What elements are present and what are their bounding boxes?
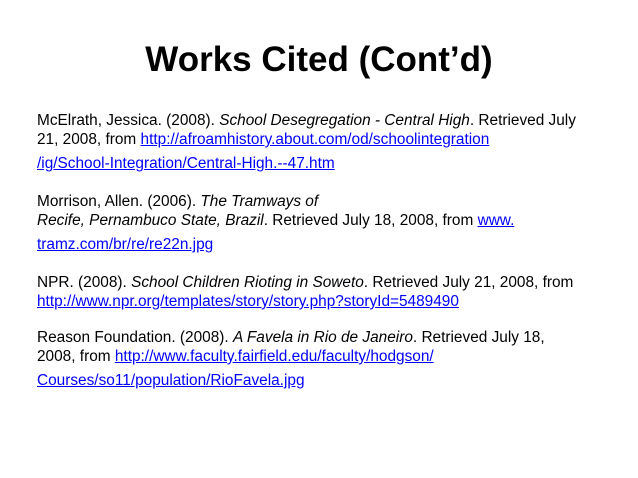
- reference-line: [37, 150, 607, 177]
- reference-line: [37, 292, 607, 311]
- reference-url-link[interactable]: /ig/School-Integration/Central-High.--47.htm: [37, 155, 335, 172]
- reference-author-date: Reason Foundation. (2008).: [37, 329, 233, 346]
- reference-author-date: NPR. (2008).: [37, 274, 132, 291]
- reference-url-link[interactable]: http://afroamhistory.about.com/od/schoolintegration: [140, 131, 490, 148]
- reference-retrieved-text: . Retrieved July: [469, 112, 576, 129]
- reference-line: [37, 273, 607, 292]
- reference-line: [37, 192, 607, 211]
- reference-author-date: McElrath, Jessica. (2008).: [37, 112, 220, 129]
- reference-retrieved-text: . Retrieved July 18, 2008, from: [263, 212, 478, 229]
- reference-title: School Children Rioting in Soweto: [131, 274, 364, 291]
- reference-title: A Favela in Rio de Janeiro: [232, 329, 413, 346]
- slide-title: Works Cited (Cont’d): [145, 40, 493, 79]
- reference-line: [37, 231, 607, 258]
- reference-line: [37, 130, 607, 150]
- reference-url-link[interactable]: Courses/so11/population/RioFavela.jpg: [37, 372, 305, 389]
- reference-title: Recife, Pernambuco State, Brazil: [37, 212, 264, 229]
- reference-entry-morrison: [37, 192, 607, 258]
- reference-entry-reason-foundation: [37, 328, 607, 394]
- reference-retrieved-text: 21, 2008, from: [37, 131, 141, 148]
- reference-line: [37, 328, 607, 347]
- reference-author-date: Morrison, Allen. (2006).: [37, 193, 201, 210]
- reference-line: [37, 367, 607, 394]
- reference-url-link[interactable]: http://www.faculty.fairfield.edu/faculty/hodgson/: [114, 348, 434, 365]
- reference-retrieved-text: . Retrieved July 21, 2008, from: [363, 274, 574, 291]
- reference-title: School Desegregation - Central High: [219, 112, 470, 129]
- references-list: [37, 111, 607, 394]
- reference-url-link[interactable]: tramz.com/br/re/re22n.jpg: [37, 236, 214, 253]
- reference-line: [37, 211, 607, 231]
- reference-entry-npr: [37, 273, 607, 311]
- reference-retrieved-text: 2008, from: [37, 348, 115, 365]
- reference-retrieved-text: . Retrieved July 18,: [412, 329, 545, 346]
- reference-entry-mcelrath: [37, 111, 607, 177]
- reference-url-link[interactable]: http://www.npr.org/templates/story/story.php?storyId=5489490: [37, 293, 459, 310]
- reference-title: The Tramways of: [200, 193, 319, 210]
- reference-line: [37, 111, 607, 130]
- reference-url-link[interactable]: www.: [477, 212, 515, 229]
- reference-line: [37, 347, 607, 367]
